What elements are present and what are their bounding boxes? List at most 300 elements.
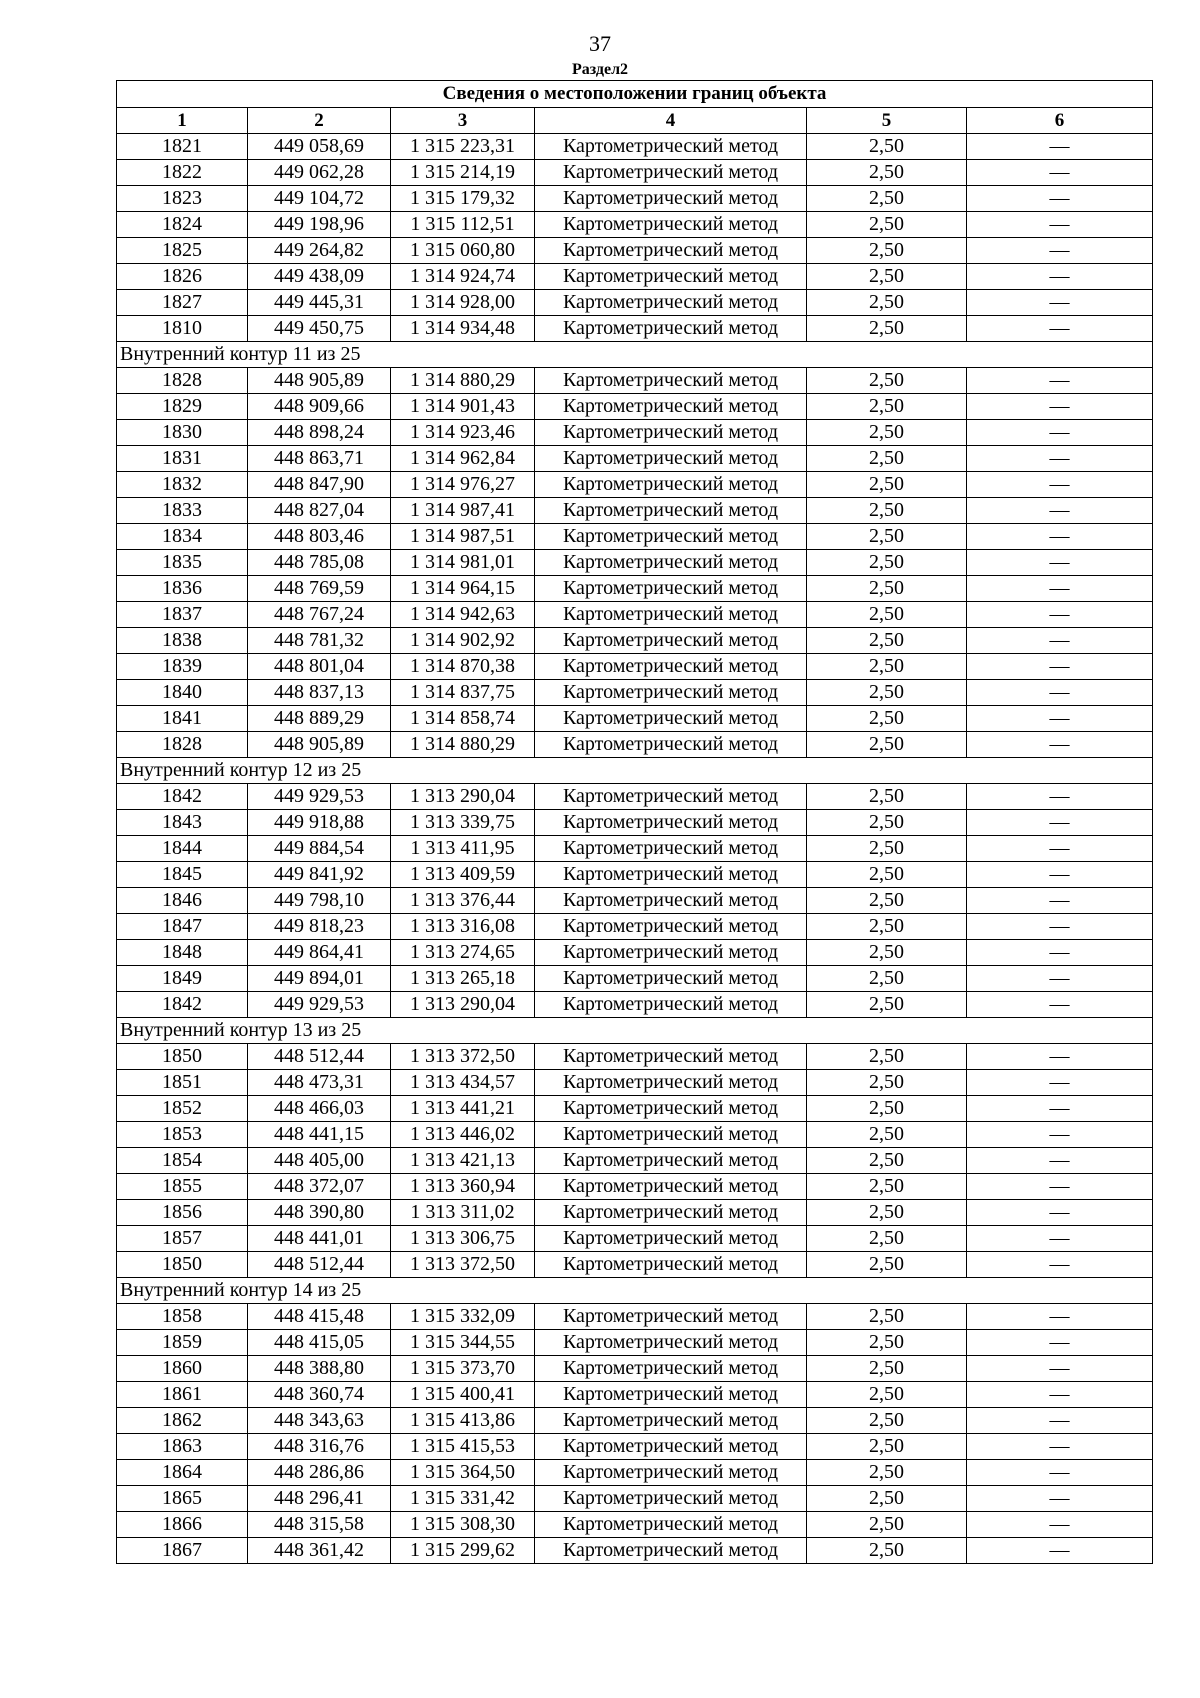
precision-cell: 2,50 bbox=[807, 914, 967, 940]
contour-label: Внутренний контур 13 из 25 bbox=[117, 1018, 1153, 1044]
point-number-cell: 1810 bbox=[117, 316, 248, 342]
precision-cell: 2,50 bbox=[807, 1148, 967, 1174]
table-row bbox=[117, 1330, 1153, 1356]
y-coordinate-cell: 1 315 060,80 bbox=[391, 238, 535, 264]
description-cell: — bbox=[967, 316, 1153, 342]
description-cell: — bbox=[967, 654, 1153, 680]
precision-cell: 2,50 bbox=[807, 264, 967, 290]
x-coordinate-cell: 448 801,04 bbox=[248, 654, 391, 680]
method-cell: Картометрический метод bbox=[535, 628, 807, 654]
x-coordinate-cell: 448 360,74 bbox=[248, 1382, 391, 1408]
description-cell: — bbox=[967, 1382, 1153, 1408]
precision-cell: 2,50 bbox=[807, 628, 967, 654]
point-number-cell: 1859 bbox=[117, 1330, 248, 1356]
point-number-cell: 1846 bbox=[117, 888, 248, 914]
y-coordinate-cell: 1 313 421,13 bbox=[391, 1148, 535, 1174]
x-coordinate-cell: 448 441,15 bbox=[248, 1122, 391, 1148]
description-cell: — bbox=[967, 186, 1153, 212]
point-number-cell: 1834 bbox=[117, 524, 248, 550]
column-number-5: 5 bbox=[807, 108, 967, 134]
method-cell: Картометрический метод bbox=[535, 1122, 807, 1148]
table-row bbox=[117, 680, 1153, 706]
description-cell: — bbox=[967, 602, 1153, 628]
table-row bbox=[117, 576, 1153, 602]
description-cell: — bbox=[967, 966, 1153, 992]
y-coordinate-cell: 1 314 837,75 bbox=[391, 680, 535, 706]
method-cell: Картометрический метод bbox=[535, 1408, 807, 1434]
table-row bbox=[117, 498, 1153, 524]
x-coordinate-cell: 448 405,00 bbox=[248, 1148, 391, 1174]
point-number-cell: 1840 bbox=[117, 680, 248, 706]
precision-cell: 2,50 bbox=[807, 992, 967, 1018]
x-coordinate-cell: 448 361,42 bbox=[248, 1538, 391, 1564]
y-coordinate-cell: 1 315 400,41 bbox=[391, 1382, 535, 1408]
table-row bbox=[117, 1070, 1153, 1096]
description-cell: — bbox=[967, 290, 1153, 316]
table-row bbox=[117, 1044, 1153, 1070]
description-cell: — bbox=[967, 264, 1153, 290]
precision-cell: 2,50 bbox=[807, 368, 967, 394]
method-cell: Картометрический метод bbox=[535, 992, 807, 1018]
method-cell: Картометрический метод bbox=[535, 914, 807, 940]
y-coordinate-cell: 1 313 339,75 bbox=[391, 810, 535, 836]
point-number-cell: 1849 bbox=[117, 966, 248, 992]
x-coordinate-cell: 448 803,46 bbox=[248, 524, 391, 550]
table-row bbox=[117, 420, 1153, 446]
y-coordinate-cell: 1 315 364,50 bbox=[391, 1460, 535, 1486]
y-coordinate-cell: 1 313 372,50 bbox=[391, 1252, 535, 1278]
description-cell: — bbox=[967, 1122, 1153, 1148]
y-coordinate-cell: 1 314 981,01 bbox=[391, 550, 535, 576]
precision-cell: 2,50 bbox=[807, 1122, 967, 1148]
description-cell: — bbox=[967, 732, 1153, 758]
x-coordinate-cell: 448 316,76 bbox=[248, 1434, 391, 1460]
point-number-cell: 1843 bbox=[117, 810, 248, 836]
description-cell: — bbox=[967, 1096, 1153, 1122]
description-cell: — bbox=[967, 836, 1153, 862]
x-coordinate-cell: 448 466,03 bbox=[248, 1096, 391, 1122]
point-number-cell: 1822 bbox=[117, 160, 248, 186]
description-cell: — bbox=[967, 498, 1153, 524]
x-coordinate-cell: 449 864,41 bbox=[248, 940, 391, 966]
precision-cell: 2,50 bbox=[807, 1070, 967, 1096]
y-coordinate-cell: 1 315 344,55 bbox=[391, 1330, 535, 1356]
description-cell: — bbox=[967, 680, 1153, 706]
x-coordinate-cell: 449 894,01 bbox=[248, 966, 391, 992]
description-cell: — bbox=[967, 576, 1153, 602]
precision-cell: 2,50 bbox=[807, 498, 967, 524]
method-cell: Картометрический метод bbox=[535, 1304, 807, 1330]
table-row bbox=[117, 472, 1153, 498]
point-number-cell: 1857 bbox=[117, 1226, 248, 1252]
description-cell: — bbox=[967, 1512, 1153, 1538]
description-cell: — bbox=[967, 1408, 1153, 1434]
point-number-cell: 1830 bbox=[117, 420, 248, 446]
method-cell: Картометрический метод bbox=[535, 1070, 807, 1096]
precision-cell: 2,50 bbox=[807, 160, 967, 186]
method-cell: Картометрический метод bbox=[535, 1382, 807, 1408]
point-number-cell: 1828 bbox=[117, 732, 248, 758]
x-coordinate-cell: 449 104,72 bbox=[248, 186, 391, 212]
point-number-cell: 1858 bbox=[117, 1304, 248, 1330]
y-coordinate-cell: 1 315 331,42 bbox=[391, 1486, 535, 1512]
precision-cell: 2,50 bbox=[807, 1200, 967, 1226]
description-cell: — bbox=[967, 420, 1153, 446]
y-coordinate-cell: 1 314 928,00 bbox=[391, 290, 535, 316]
description-cell: — bbox=[967, 160, 1153, 186]
precision-cell: 2,50 bbox=[807, 446, 967, 472]
point-number-cell: 1835 bbox=[117, 550, 248, 576]
method-cell: Картометрический метод bbox=[535, 1356, 807, 1382]
table-row bbox=[117, 1538, 1153, 1564]
point-number-cell: 1865 bbox=[117, 1486, 248, 1512]
x-coordinate-cell: 448 286,86 bbox=[248, 1460, 391, 1486]
table-row bbox=[117, 1252, 1153, 1278]
description-cell: — bbox=[967, 368, 1153, 394]
precision-cell: 2,50 bbox=[807, 940, 967, 966]
precision-cell: 2,50 bbox=[807, 212, 967, 238]
table-row bbox=[117, 1382, 1153, 1408]
table-row bbox=[117, 368, 1153, 394]
table-row bbox=[117, 1200, 1153, 1226]
point-number-cell: 1824 bbox=[117, 212, 248, 238]
description-cell: — bbox=[967, 238, 1153, 264]
point-number-cell: 1862 bbox=[117, 1408, 248, 1434]
method-cell: Картометрический метод bbox=[535, 368, 807, 394]
method-cell: Картометрический метод bbox=[535, 394, 807, 420]
precision-cell: 2,50 bbox=[807, 1512, 967, 1538]
y-coordinate-cell: 1 313 306,75 bbox=[391, 1226, 535, 1252]
x-coordinate-cell: 448 781,32 bbox=[248, 628, 391, 654]
method-cell: Картометрический метод bbox=[535, 472, 807, 498]
y-coordinate-cell: 1 313 411,95 bbox=[391, 836, 535, 862]
y-coordinate-cell: 1 313 290,04 bbox=[391, 784, 535, 810]
precision-cell: 2,50 bbox=[807, 1304, 967, 1330]
method-cell: Картометрический метод bbox=[535, 1200, 807, 1226]
precision-cell: 2,50 bbox=[807, 316, 967, 342]
table-body bbox=[117, 134, 1153, 1564]
table-row bbox=[117, 160, 1153, 186]
x-coordinate-cell: 448 441,01 bbox=[248, 1226, 391, 1252]
description-cell: — bbox=[967, 706, 1153, 732]
x-coordinate-cell: 449 450,75 bbox=[248, 316, 391, 342]
point-number-cell: 1867 bbox=[117, 1538, 248, 1564]
method-cell: Картометрический метод bbox=[535, 602, 807, 628]
y-coordinate-cell: 1 314 942,63 bbox=[391, 602, 535, 628]
table-row bbox=[117, 1356, 1153, 1382]
table-row bbox=[117, 602, 1153, 628]
table-row bbox=[117, 862, 1153, 888]
table-row bbox=[117, 836, 1153, 862]
point-number-cell: 1848 bbox=[117, 940, 248, 966]
precision-cell: 2,50 bbox=[807, 1434, 967, 1460]
precision-cell: 2,50 bbox=[807, 784, 967, 810]
x-coordinate-cell: 448 315,58 bbox=[248, 1512, 391, 1538]
table-row bbox=[117, 966, 1153, 992]
method-cell: Картометрический метод bbox=[535, 316, 807, 342]
method-cell: Картометрический метод bbox=[535, 732, 807, 758]
point-number-cell: 1842 bbox=[117, 992, 248, 1018]
point-number-cell: 1850 bbox=[117, 1252, 248, 1278]
method-cell: Картометрический метод bbox=[535, 1148, 807, 1174]
method-cell: Картометрический метод bbox=[535, 1538, 807, 1564]
x-coordinate-cell: 448 847,90 bbox=[248, 472, 391, 498]
method-cell: Картометрический метод bbox=[535, 264, 807, 290]
point-number-cell: 1832 bbox=[117, 472, 248, 498]
contour-header-row bbox=[117, 342, 1153, 368]
page-number: 37 bbox=[589, 31, 611, 56]
y-coordinate-cell: 1 313 409,59 bbox=[391, 862, 535, 888]
point-number-cell: 1821 bbox=[117, 134, 248, 160]
table-row bbox=[117, 628, 1153, 654]
method-cell: Картометрический метод bbox=[535, 1252, 807, 1278]
x-coordinate-cell: 449 198,96 bbox=[248, 212, 391, 238]
x-coordinate-cell: 448 372,07 bbox=[248, 1174, 391, 1200]
contour-header-row bbox=[117, 1018, 1153, 1044]
precision-cell: 2,50 bbox=[807, 1330, 967, 1356]
method-cell: Картометрический метод bbox=[535, 810, 807, 836]
point-number-cell: 1836 bbox=[117, 576, 248, 602]
y-coordinate-cell: 1 313 376,44 bbox=[391, 888, 535, 914]
y-coordinate-cell: 1 315 332,09 bbox=[391, 1304, 535, 1330]
point-number-cell: 1841 bbox=[117, 706, 248, 732]
table-row bbox=[117, 810, 1153, 836]
method-cell: Картометрический метод bbox=[535, 836, 807, 862]
x-coordinate-cell: 448 889,29 bbox=[248, 706, 391, 732]
x-coordinate-cell: 449 841,92 bbox=[248, 862, 391, 888]
table-row bbox=[117, 1304, 1153, 1330]
description-cell: — bbox=[967, 1304, 1153, 1330]
y-coordinate-cell: 1 313 434,57 bbox=[391, 1070, 535, 1096]
table-row bbox=[117, 1096, 1153, 1122]
x-coordinate-cell: 448 390,80 bbox=[248, 1200, 391, 1226]
x-coordinate-cell: 448 512,44 bbox=[248, 1044, 391, 1070]
description-cell: — bbox=[967, 1434, 1153, 1460]
description-cell: — bbox=[967, 784, 1153, 810]
y-coordinate-cell: 1 313 274,65 bbox=[391, 940, 535, 966]
precision-cell: 2,50 bbox=[807, 472, 967, 498]
table-row bbox=[117, 1486, 1153, 1512]
y-coordinate-cell: 1 314 880,29 bbox=[391, 368, 535, 394]
precision-cell: 2,50 bbox=[807, 1044, 967, 1070]
point-number-cell: 1845 bbox=[117, 862, 248, 888]
description-cell: — bbox=[967, 394, 1153, 420]
description-cell: — bbox=[967, 134, 1153, 160]
column-number-4: 4 bbox=[535, 108, 807, 134]
table-row bbox=[117, 1122, 1153, 1148]
y-coordinate-cell: 1 313 316,08 bbox=[391, 914, 535, 940]
y-coordinate-cell: 1 315 415,53 bbox=[391, 1434, 535, 1460]
y-coordinate-cell: 1 315 299,62 bbox=[391, 1538, 535, 1564]
table-row bbox=[117, 212, 1153, 238]
y-coordinate-cell: 1 315 179,32 bbox=[391, 186, 535, 212]
column-number-1: 1 bbox=[117, 108, 248, 134]
table-row bbox=[117, 1512, 1153, 1538]
x-coordinate-cell: 448 473,31 bbox=[248, 1070, 391, 1096]
y-coordinate-cell: 1 314 902,92 bbox=[391, 628, 535, 654]
precision-cell: 2,50 bbox=[807, 1226, 967, 1252]
table-row bbox=[117, 706, 1153, 732]
precision-cell: 2,50 bbox=[807, 394, 967, 420]
table-row bbox=[117, 654, 1153, 680]
precision-cell: 2,50 bbox=[807, 1408, 967, 1434]
description-cell: — bbox=[967, 1460, 1153, 1486]
description-cell: — bbox=[967, 1356, 1153, 1382]
y-coordinate-cell: 1 313 441,21 bbox=[391, 1096, 535, 1122]
method-cell: Картометрический метод bbox=[535, 420, 807, 446]
point-number-cell: 1850 bbox=[117, 1044, 248, 1070]
method-cell: Картометрический метод bbox=[535, 1512, 807, 1538]
point-number-cell: 1866 bbox=[117, 1512, 248, 1538]
y-coordinate-cell: 1 314 987,41 bbox=[391, 498, 535, 524]
description-cell: — bbox=[967, 888, 1153, 914]
x-coordinate-cell: 449 445,31 bbox=[248, 290, 391, 316]
x-coordinate-cell: 449 929,53 bbox=[248, 784, 391, 810]
point-number-cell: 1831 bbox=[117, 446, 248, 472]
point-number-cell: 1854 bbox=[117, 1148, 248, 1174]
table-row bbox=[117, 784, 1153, 810]
x-coordinate-cell: 449 884,54 bbox=[248, 836, 391, 862]
precision-cell: 2,50 bbox=[807, 1460, 967, 1486]
precision-cell: 2,50 bbox=[807, 1174, 967, 1200]
table-row bbox=[117, 914, 1153, 940]
method-cell: Картометрический метод bbox=[535, 654, 807, 680]
x-coordinate-cell: 449 438,09 bbox=[248, 264, 391, 290]
precision-cell: 2,50 bbox=[807, 550, 967, 576]
precision-cell: 2,50 bbox=[807, 836, 967, 862]
description-cell: — bbox=[967, 1148, 1153, 1174]
point-number-cell: 1844 bbox=[117, 836, 248, 862]
precision-cell: 2,50 bbox=[807, 602, 967, 628]
y-coordinate-cell: 1 313 290,04 bbox=[391, 992, 535, 1018]
column-number-6: 6 bbox=[967, 108, 1153, 134]
point-number-cell: 1833 bbox=[117, 498, 248, 524]
section-label: Раздел2 bbox=[571, 61, 629, 78]
point-number-cell: 1828 bbox=[117, 368, 248, 394]
contour-label: Внутренний контур 11 из 25 bbox=[117, 342, 1153, 368]
y-coordinate-cell: 1 315 214,19 bbox=[391, 160, 535, 186]
y-coordinate-cell: 1 315 223,31 bbox=[391, 134, 535, 160]
precision-cell: 2,50 bbox=[807, 238, 967, 264]
method-cell: Картометрический метод bbox=[535, 134, 807, 160]
y-coordinate-cell: 1 314 962,84 bbox=[391, 446, 535, 472]
x-coordinate-cell: 448 909,66 bbox=[248, 394, 391, 420]
precision-cell: 2,50 bbox=[807, 1096, 967, 1122]
contour-header-row bbox=[117, 758, 1153, 784]
table-row bbox=[117, 524, 1153, 550]
y-coordinate-cell: 1 315 373,70 bbox=[391, 1356, 535, 1382]
description-cell: — bbox=[967, 524, 1153, 550]
x-coordinate-cell: 449 918,88 bbox=[248, 810, 391, 836]
point-number-cell: 1852 bbox=[117, 1096, 248, 1122]
table-row bbox=[117, 1460, 1153, 1486]
precision-cell: 2,50 bbox=[807, 654, 967, 680]
precision-cell: 2,50 bbox=[807, 1538, 967, 1564]
precision-cell: 2,50 bbox=[807, 680, 967, 706]
method-cell: Картометрический метод bbox=[535, 680, 807, 706]
contour-header-row bbox=[117, 1278, 1153, 1304]
y-coordinate-cell: 1 314 976,27 bbox=[391, 472, 535, 498]
method-cell: Картометрический метод bbox=[535, 706, 807, 732]
point-number-cell: 1856 bbox=[117, 1200, 248, 1226]
point-number-cell: 1847 bbox=[117, 914, 248, 940]
x-coordinate-cell: 448 296,41 bbox=[248, 1486, 391, 1512]
y-coordinate-cell: 1 314 923,46 bbox=[391, 420, 535, 446]
table-row bbox=[117, 264, 1153, 290]
x-coordinate-cell: 449 798,10 bbox=[248, 888, 391, 914]
method-cell: Картометрический метод bbox=[535, 212, 807, 238]
method-cell: Картометрический метод bbox=[535, 966, 807, 992]
x-coordinate-cell: 448 785,08 bbox=[248, 550, 391, 576]
x-coordinate-cell: 448 863,71 bbox=[248, 446, 391, 472]
description-cell: — bbox=[967, 810, 1153, 836]
x-coordinate-cell: 448 827,04 bbox=[248, 498, 391, 524]
table-row bbox=[117, 940, 1153, 966]
method-cell: Картометрический метод bbox=[535, 784, 807, 810]
point-number-cell: 1827 bbox=[117, 290, 248, 316]
point-number-cell: 1863 bbox=[117, 1434, 248, 1460]
description-cell: — bbox=[967, 862, 1153, 888]
description-cell: — bbox=[967, 1252, 1153, 1278]
precision-cell: 2,50 bbox=[807, 524, 967, 550]
method-cell: Картометрический метод bbox=[535, 290, 807, 316]
precision-cell: 2,50 bbox=[807, 1356, 967, 1382]
precision-cell: 2,50 bbox=[807, 810, 967, 836]
table-row bbox=[117, 1408, 1153, 1434]
y-coordinate-cell: 1 313 360,94 bbox=[391, 1174, 535, 1200]
precision-cell: 2,50 bbox=[807, 420, 967, 446]
method-cell: Картометрический метод bbox=[535, 238, 807, 264]
y-coordinate-cell: 1 313 311,02 bbox=[391, 1200, 535, 1226]
method-cell: Картометрический метод bbox=[535, 1226, 807, 1252]
precision-cell: 2,50 bbox=[807, 1486, 967, 1512]
precision-cell: 2,50 bbox=[807, 1252, 967, 1278]
precision-cell: 2,50 bbox=[807, 1382, 967, 1408]
table-row bbox=[117, 446, 1153, 472]
precision-cell: 2,50 bbox=[807, 186, 967, 212]
point-number-cell: 1861 bbox=[117, 1382, 248, 1408]
x-coordinate-cell: 448 837,13 bbox=[248, 680, 391, 706]
method-cell: Картометрический метод bbox=[535, 1486, 807, 1512]
y-coordinate-cell: 1 313 265,18 bbox=[391, 966, 535, 992]
table-row bbox=[117, 1174, 1153, 1200]
y-coordinate-cell: 1 314 964,15 bbox=[391, 576, 535, 602]
column-number-3: 3 bbox=[391, 108, 535, 134]
x-coordinate-cell: 448 769,59 bbox=[248, 576, 391, 602]
x-coordinate-cell: 448 415,48 bbox=[248, 1304, 391, 1330]
point-number-cell: 1825 bbox=[117, 238, 248, 264]
table-row bbox=[117, 1148, 1153, 1174]
description-cell: — bbox=[967, 1070, 1153, 1096]
method-cell: Картометрический метод bbox=[535, 576, 807, 602]
boundary-table bbox=[116, 80, 1153, 1564]
description-cell: — bbox=[967, 212, 1153, 238]
method-cell: Картометрический метод bbox=[535, 1434, 807, 1460]
x-coordinate-cell: 449 058,69 bbox=[248, 134, 391, 160]
method-cell: Картометрический метод bbox=[535, 1174, 807, 1200]
table-row bbox=[117, 888, 1153, 914]
y-coordinate-cell: 1 314 880,29 bbox=[391, 732, 535, 758]
point-number-cell: 1855 bbox=[117, 1174, 248, 1200]
y-coordinate-cell: 1 315 413,86 bbox=[391, 1408, 535, 1434]
method-cell: Картометрический метод bbox=[535, 940, 807, 966]
x-coordinate-cell: 449 062,28 bbox=[248, 160, 391, 186]
point-number-cell: 1829 bbox=[117, 394, 248, 420]
table-title: Сведения о местоположении границ объекта bbox=[117, 81, 1153, 108]
method-cell: Картометрический метод bbox=[535, 1460, 807, 1486]
table-row bbox=[117, 732, 1153, 758]
description-cell: — bbox=[967, 914, 1153, 940]
